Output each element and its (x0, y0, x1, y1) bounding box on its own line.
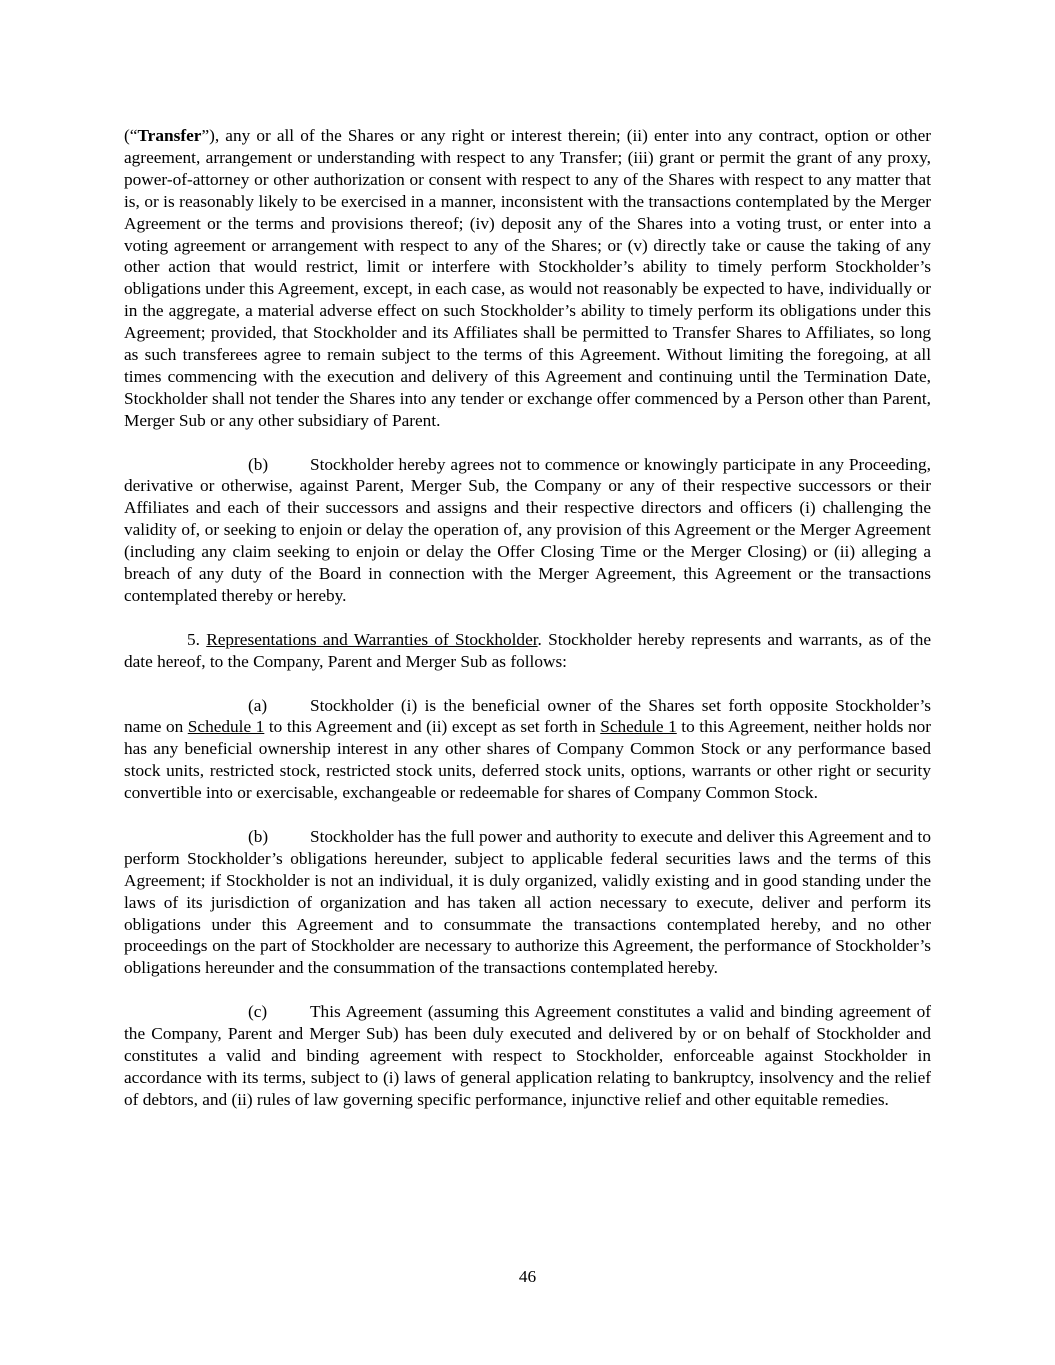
section-number: 5. (187, 629, 200, 649)
paragraph-text: to this Agreement and (ii) except as set forth in (264, 717, 601, 737)
section-5-intro (124, 629, 931, 673)
paragraph-gap (124, 432, 931, 454)
paragraph-text: Stockholder has the full power and authority to execute and deliver this Agreement and to perform Stockholder’s obligations hereunder, subject to applicable federal securities laws and the terms of this Agreement; if Stockholder is not an individual, it is duly organized, validly existing and in good standing under the laws of its jurisdiction of organization and has taken all action necessary to execute, deliver and perform its obligations under this Agreement and to consummate the transactions contemplated hereby, and no other proceedings on the part of Stockholder are necessary to authorize this Agreement, the performance of Stockholder’s obligations hereunder and the consummation of the transactions contemplated hereby. (124, 826, 931, 978)
paragraph-text: ”), any or all of the Shares or any right or interest therein; (ii) enter into any contract, option or other agreement, arrangement or understanding with respect to any Transfer; (iii) grant or permit the grant of any proxy, power-of-attorney or other authorization or consent with respect to any of the Shares with respect to any matter that is, or is reasonably likely to be exercised in a manner, inconsistent with the transactions contemplated by the Merger Agreement or the terms and provisions thereof; (iv) deposit any of the Shares into a voting trust, or enter into a voting agreement or arrangement with respect to any of the Shares; or (v) directly take or cause the taking of any other action that would restrict, limit or interfere with Stockholder’s ability to timely perform Stockholder’s obligations under this Agreement, except, in each case, as would not reasonably be expected to have, individually or in the aggregate, a material adverse effect on such Stockholder’s ability to timely perform its obligations under this Agreement; provided, that Stockholder and its Affiliates shall be permitted to Transfer Shares to Affiliates, so long as such transferees agree to remain subject to the terms of this Agreement. Without limiting the foregoing, at all times commencing with the execution and delivery of this Agreement and continuing until the Termination Date, Stockholder shall not tender the Shares into any tender or exchange offer commenced by a Person other than Parent, Merger Sub or any other subsidiary of Parent. (124, 126, 931, 430)
clause-label: (b) (248, 826, 269, 846)
paragraph-text: Stockholder hereby agrees not to commence or knowingly participate in any Proceeding, derivative or otherwise, against Parent, Merger Sub, the Company or any of their respective successors or their Affiliates and each of their successors and assigns and their respective directors and officers (i) challenging the validity of, or seeking to enjoin or delay the operation of, any provision of this Agreement or the Merger Agreement (including any claim seeking to enjoin or delay the Offer Closing Time or the Merger Closing) or (ii) alleging a breach of any duty of the Board in connection with the Merger Agreement, this Agreement or the transactions contemplated thereby or hereby. (124, 454, 931, 606)
paragraph-text: Stockholder (i) is the beneficial owner of the Shares set forth opposite Stockholder’s name on (124, 695, 931, 737)
clause-label: (c) (248, 1002, 268, 1022)
paragraph-transfer (124, 125, 931, 432)
paragraph-4b (124, 454, 931, 607)
open-quote: (“ (124, 126, 138, 145)
schedule-reference: Schedule 1 (600, 717, 677, 737)
paragraph-5a (124, 695, 931, 805)
paragraph-gap (124, 607, 931, 629)
schedule-reference: Schedule 1 (187, 717, 265, 737)
section-heading: Representations and Warranties of Stockholder (206, 629, 538, 649)
page-number: 46 (518, 1267, 537, 1286)
paragraph-gap (124, 979, 931, 1001)
defined-term-transfer: Transfer (137, 126, 202, 145)
clause-label: (b) (248, 454, 269, 474)
paragraph-5c (124, 1001, 931, 1111)
paragraph-gap (124, 804, 931, 826)
clause-label: (a) (248, 695, 268, 715)
paragraph-text: This Agreement (assuming this Agreement constitutes a valid and binding agreement of the Company, Parent and Merger Sub) has been duly executed and delivered by or on behalf of Stockholder and constitutes a valid and binding agreement with respect to Stockholder, enforceable against Stockholder in accordance with its terms, subject to (i) laws of general application relating to bankruptcy, insolvency and the relief of debtors, and (ii) rules of law governing specific performance, injunctive relief and other equitable remedies. (124, 1002, 931, 1109)
paragraph-5b (124, 826, 931, 979)
paragraph-gap (124, 673, 931, 695)
document-page (124, 125, 931, 1111)
paragraph-text: to this Agreement, neither holds nor has any beneficial ownership interest in any other shares of Company Common Stock or any performance based stock units, restricted stock, restricted stock units, deferred stock units, options, warrants or other right or security convertible into or exercisable, exchangeable or redeemable for shares of Company Common Stock. (124, 717, 931, 803)
paragraph-text: . Stockholder hereby represents and warrants, as of the date hereof, to the Company, Parent and Merger Sub as follows: (124, 629, 932, 671)
